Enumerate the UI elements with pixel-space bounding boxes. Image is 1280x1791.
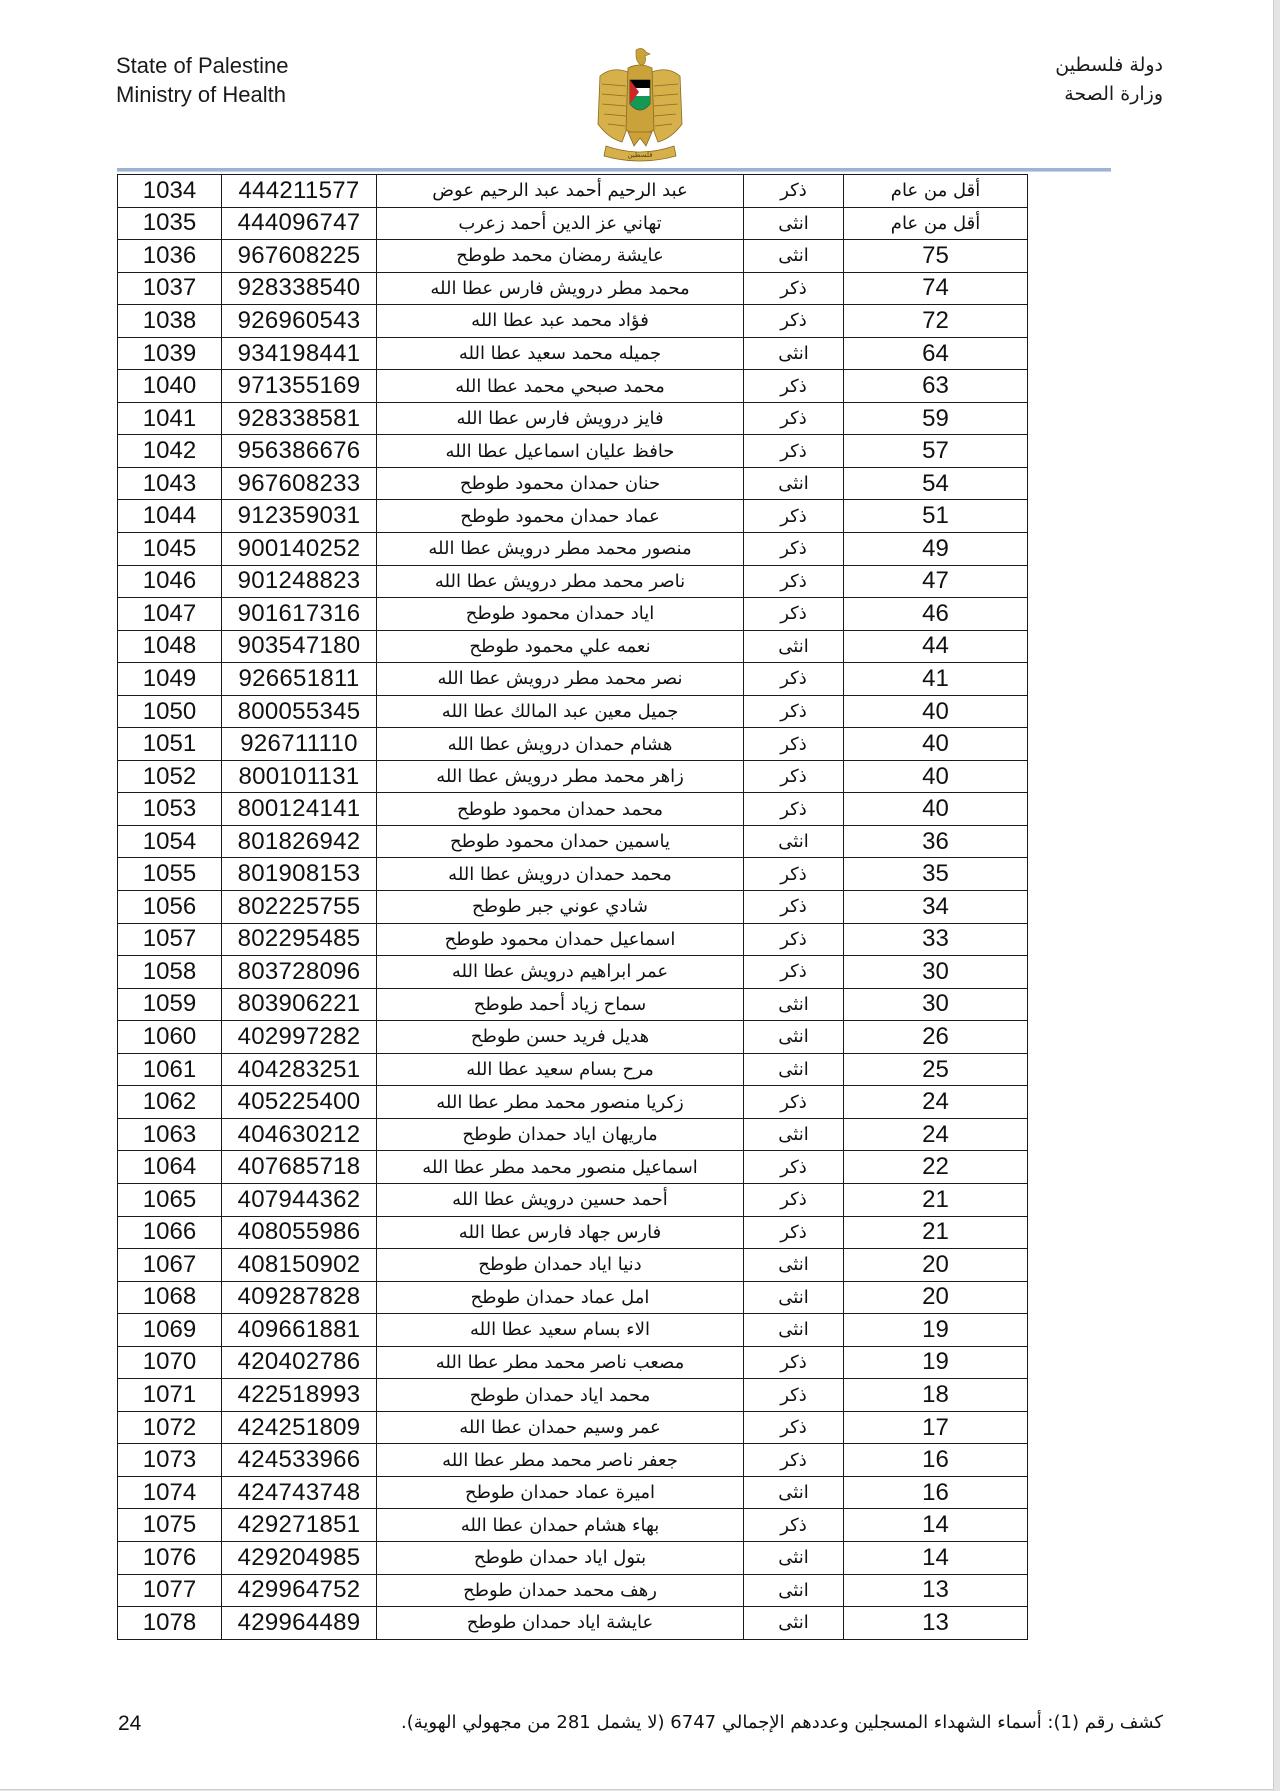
age-cell: 18: [844, 1379, 1028, 1412]
record-number-cell: 1036: [118, 240, 222, 273]
name-cell: فارس جهاد فارس عطا الله: [377, 1216, 744, 1249]
sex-cell: انثى: [744, 1281, 844, 1314]
age-cell: 21: [844, 1183, 1028, 1216]
age-cell: 13: [844, 1607, 1028, 1640]
name-cell: عبد الرحيم أحمد عبد الرحيم عوض: [377, 175, 744, 208]
id-number-cell: 901248823: [222, 565, 377, 598]
sex-cell: ذكر: [744, 1379, 844, 1412]
table-row: [118, 1444, 1028, 1477]
sex-cell: ذكر: [744, 402, 844, 435]
table-row: [118, 1183, 1028, 1216]
table-row: [118, 565, 1028, 598]
age-cell: 16: [844, 1444, 1028, 1477]
name-cell: بهاء هشام حمدان عطا الله: [377, 1509, 744, 1542]
table-row: [118, 956, 1028, 989]
sex-cell: ذكر: [744, 370, 844, 403]
table-row: [118, 402, 1028, 435]
age-cell: أقل من عام: [844, 207, 1028, 240]
sex-cell: ذكر: [744, 1086, 844, 1119]
sex-cell: ذكر: [744, 1411, 844, 1444]
table-row: [118, 858, 1028, 891]
age-cell: 22: [844, 1151, 1028, 1184]
id-number-cell: 803906221: [222, 988, 377, 1021]
age-cell: 21: [844, 1216, 1028, 1249]
record-number-cell: 1075: [118, 1509, 222, 1542]
name-cell: اسماعيل حمدان محمود طوطح: [377, 923, 744, 956]
sex-cell: ذكر: [744, 1444, 844, 1477]
record-number-cell: 1054: [118, 825, 222, 858]
record-number-cell: 1071: [118, 1379, 222, 1412]
name-cell: شادي عوني جبر طوطح: [377, 891, 744, 924]
id-number-cell: 967608225: [222, 240, 377, 273]
name-cell: منصور محمد مطر درويش عطا الله: [377, 533, 744, 566]
id-number-cell: 926711110: [222, 728, 377, 761]
id-number-cell: 901617316: [222, 598, 377, 631]
id-number-cell: 407685718: [222, 1151, 377, 1184]
id-number-cell: 424251809: [222, 1411, 377, 1444]
record-number-cell: 1055: [118, 858, 222, 891]
table-row: [118, 1086, 1028, 1119]
record-number-cell: 1044: [118, 500, 222, 533]
sex-cell: انثى: [744, 988, 844, 1021]
name-cell: نصر محمد مطر درويش عطا الله: [377, 663, 744, 696]
age-cell: 35: [844, 858, 1028, 891]
name-cell: ياسمين حمدان محمود طوطح: [377, 825, 744, 858]
age-cell: 40: [844, 760, 1028, 793]
name-cell: جعفر ناصر محمد مطر عطا الله: [377, 1444, 744, 1477]
table-row: [118, 988, 1028, 1021]
header-state-ar: دولة فلسطين: [1055, 54, 1163, 76]
id-number-cell: 444211577: [222, 175, 377, 208]
age-cell: 17: [844, 1411, 1028, 1444]
record-number-cell: 1046: [118, 565, 222, 598]
name-cell: عمر ابراهيم درويش عطا الله: [377, 956, 744, 989]
casualty-table: [117, 174, 1028, 1640]
record-number-cell: 1039: [118, 337, 222, 370]
name-cell: أحمد حسين درويش عطا الله: [377, 1183, 744, 1216]
table-row: [118, 1574, 1028, 1607]
sex-cell: ذكر: [744, 760, 844, 793]
table-row: [118, 1216, 1028, 1249]
record-number-cell: 1074: [118, 1476, 222, 1509]
age-cell: 41: [844, 663, 1028, 696]
age-cell: 26: [844, 1021, 1028, 1054]
table-row: [118, 1314, 1028, 1347]
table-row: [118, 1509, 1028, 1542]
table-caption: كشف رقم (1): أسماء الشهداء المسجلين وعددهم الإجمالي 6747 (لا يشمل 281 من مجهولي الهوية).: [401, 1712, 1163, 1733]
record-number-cell: 1049: [118, 663, 222, 696]
sex-cell: ذكر: [744, 435, 844, 468]
id-number-cell: 402997282: [222, 1021, 377, 1054]
sex-cell: ذكر: [744, 1216, 844, 1249]
record-number-cell: 1076: [118, 1541, 222, 1574]
id-number-cell: 971355169: [222, 370, 377, 403]
table-row: [118, 760, 1028, 793]
age-cell: 34: [844, 891, 1028, 924]
table-row: [118, 1346, 1028, 1379]
table-row: [118, 240, 1028, 273]
name-cell: حنان حمدان محمود طوطح: [377, 467, 744, 500]
age-cell: 75: [844, 240, 1028, 273]
table-row: [118, 1249, 1028, 1282]
table-row: [118, 1411, 1028, 1444]
record-number-cell: 1043: [118, 467, 222, 500]
name-cell: سماح زياد أحمد طوطح: [377, 988, 744, 1021]
id-number-cell: 928338581: [222, 402, 377, 435]
table-row: [118, 1476, 1028, 1509]
name-cell: هشام حمدان درويش عطا الله: [377, 728, 744, 761]
id-number-cell: 408055986: [222, 1216, 377, 1249]
header-ministry-ar: وزارة الصحة: [1064, 83, 1163, 105]
name-cell: عايشة اياد حمدان طوطح: [377, 1607, 744, 1640]
table-row: [118, 1379, 1028, 1412]
table-row: [118, 435, 1028, 468]
id-number-cell: 803728096: [222, 956, 377, 989]
age-cell: 54: [844, 467, 1028, 500]
name-cell: رهف محمد حمدان طوطح: [377, 1574, 744, 1607]
sex-cell: ذكر: [744, 663, 844, 696]
sex-cell: ذكر: [744, 858, 844, 891]
record-number-cell: 1048: [118, 630, 222, 663]
table-row: [118, 1281, 1028, 1314]
table-row: [118, 207, 1028, 240]
name-cell: محمد اياد حمدان طوطح: [377, 1379, 744, 1412]
sex-cell: انثى: [744, 1541, 844, 1574]
table-row: [118, 1118, 1028, 1151]
table-row: [118, 467, 1028, 500]
age-cell: 36: [844, 825, 1028, 858]
age-cell: 74: [844, 272, 1028, 305]
age-cell: 40: [844, 695, 1028, 728]
age-cell: 33: [844, 923, 1028, 956]
sex-cell: انثى: [744, 1118, 844, 1151]
age-cell: 14: [844, 1509, 1028, 1542]
id-number-cell: 802225755: [222, 891, 377, 924]
table-row: [118, 370, 1028, 403]
record-number-cell: 1059: [118, 988, 222, 1021]
record-number-cell: 1053: [118, 793, 222, 826]
palestine-eagle-emblem-icon: [592, 46, 688, 164]
record-number-cell: 1072: [118, 1411, 222, 1444]
age-cell: 47: [844, 565, 1028, 598]
record-number-cell: 1040: [118, 370, 222, 403]
header-divider: [117, 168, 1111, 171]
age-cell: 59: [844, 402, 1028, 435]
record-number-cell: 1062: [118, 1086, 222, 1119]
id-number-cell: 405225400: [222, 1086, 377, 1119]
name-cell: محمد حمدان محمود طوطح: [377, 793, 744, 826]
id-number-cell: 900140252: [222, 533, 377, 566]
table-row: [118, 663, 1028, 696]
sex-cell: ذكر: [744, 1346, 844, 1379]
age-cell: 64: [844, 337, 1028, 370]
name-cell: اميرة عماد حمدان طوطح: [377, 1476, 744, 1509]
id-number-cell: 802295485: [222, 923, 377, 956]
record-number-cell: 1064: [118, 1151, 222, 1184]
name-cell: مصعب ناصر محمد مطر عطا الله: [377, 1346, 744, 1379]
sex-cell: ذكر: [744, 695, 844, 728]
id-number-cell: 800101131: [222, 760, 377, 793]
id-number-cell: 429204985: [222, 1541, 377, 1574]
name-cell: عمر وسيم حمدان عطا الله: [377, 1411, 744, 1444]
age-cell: 20: [844, 1249, 1028, 1282]
name-cell: جميل معين عبد المالك عطا الله: [377, 695, 744, 728]
name-cell: هديل فريد حسن طوطح: [377, 1021, 744, 1054]
record-number-cell: 1051: [118, 728, 222, 761]
name-cell: فؤاد محمد عبد عطا الله: [377, 305, 744, 338]
name-cell: اسماعيل منصور محمد مطر عطا الله: [377, 1151, 744, 1184]
table-row: [118, 1021, 1028, 1054]
record-number-cell: 1056: [118, 891, 222, 924]
id-number-cell: 926651811: [222, 663, 377, 696]
id-number-cell: 407944362: [222, 1183, 377, 1216]
name-cell: عايشة رمضان محمد طوطح: [377, 240, 744, 273]
id-number-cell: 409287828: [222, 1281, 377, 1314]
record-number-cell: 1057: [118, 923, 222, 956]
id-number-cell: 926960543: [222, 305, 377, 338]
sex-cell: انثى: [744, 1607, 844, 1640]
record-number-cell: 1063: [118, 1118, 222, 1151]
record-number-cell: 1034: [118, 175, 222, 208]
table-row: [118, 825, 1028, 858]
age-cell: أقل من عام: [844, 175, 1028, 208]
record-number-cell: 1068: [118, 1281, 222, 1314]
table-row: [118, 695, 1028, 728]
sex-cell: انثى: [744, 1249, 844, 1282]
id-number-cell: 424743748: [222, 1476, 377, 1509]
name-cell: محمد صبحي محمد عطا الله: [377, 370, 744, 403]
name-cell: عماد حمدان محمود طوطح: [377, 500, 744, 533]
sex-cell: انثى: [744, 467, 844, 500]
sex-cell: انثى: [744, 630, 844, 663]
header-english: [116, 51, 288, 109]
sex-cell: انثى: [744, 240, 844, 273]
record-number-cell: 1041: [118, 402, 222, 435]
age-cell: 44: [844, 630, 1028, 663]
sex-cell: انثى: [744, 337, 844, 370]
table-row: [118, 630, 1028, 663]
table-row: [118, 337, 1028, 370]
sex-cell: ذكر: [744, 598, 844, 631]
record-number-cell: 1047: [118, 598, 222, 631]
table-row: [118, 728, 1028, 761]
sex-cell: انثى: [744, 1053, 844, 1086]
record-number-cell: 1060: [118, 1021, 222, 1054]
table-row: [118, 500, 1028, 533]
sex-cell: انثى: [744, 207, 844, 240]
id-number-cell: 404630212: [222, 1118, 377, 1151]
id-number-cell: 424533966: [222, 1444, 377, 1477]
id-number-cell: 408150902: [222, 1249, 377, 1282]
name-cell: تهاني عز الدين أحمد زعرب: [377, 207, 744, 240]
name-cell: حافظ عليان اسماعيل عطا الله: [377, 435, 744, 468]
record-number-cell: 1037: [118, 272, 222, 305]
id-number-cell: 934198441: [222, 337, 377, 370]
header-arabic: [1055, 51, 1163, 109]
sex-cell: ذكر: [744, 1151, 844, 1184]
age-cell: 24: [844, 1118, 1028, 1151]
record-number-cell: 1070: [118, 1346, 222, 1379]
table-row: [118, 1151, 1028, 1184]
name-cell: محمد حمدان درويش عطا الله: [377, 858, 744, 891]
age-cell: 51: [844, 500, 1028, 533]
sex-cell: ذكر: [744, 565, 844, 598]
age-cell: 30: [844, 988, 1028, 1021]
age-cell: 19: [844, 1314, 1028, 1347]
record-number-cell: 1066: [118, 1216, 222, 1249]
id-number-cell: 420402786: [222, 1346, 377, 1379]
sex-cell: ذكر: [744, 272, 844, 305]
table-row: [118, 1541, 1028, 1574]
age-cell: 57: [844, 435, 1028, 468]
sex-cell: ذكر: [744, 728, 844, 761]
page-number: 24: [118, 1712, 142, 1735]
age-cell: 16: [844, 1476, 1028, 1509]
name-cell: امل عماد حمدان طوطح: [377, 1281, 744, 1314]
sex-cell: انثى: [744, 1574, 844, 1607]
age-cell: 46: [844, 598, 1028, 631]
sex-cell: ذكر: [744, 956, 844, 989]
name-cell: محمد مطر درويش فارس عطا الله: [377, 272, 744, 305]
name-cell: ناصر محمد مطر درويش عطا الله: [377, 565, 744, 598]
casualty-table-body: [118, 175, 1028, 1640]
age-cell: 72: [844, 305, 1028, 338]
table-row: [118, 891, 1028, 924]
table-row: [118, 305, 1028, 338]
name-cell: ماريهان اياد حمدان طوطح: [377, 1118, 744, 1151]
table-row: [118, 793, 1028, 826]
age-cell: 19: [844, 1346, 1028, 1379]
sex-cell: ذكر: [744, 175, 844, 208]
record-number-cell: 1052: [118, 760, 222, 793]
name-cell: فايز درويش فارس عطا الله: [377, 402, 744, 435]
record-number-cell: 1077: [118, 1574, 222, 1607]
sex-cell: ذكر: [744, 793, 844, 826]
id-number-cell: 912359031: [222, 500, 377, 533]
record-number-cell: 1069: [118, 1314, 222, 1347]
emblem-banner-text: فلسطين: [627, 151, 653, 159]
age-cell: 40: [844, 793, 1028, 826]
record-number-cell: 1078: [118, 1607, 222, 1640]
table-row: [118, 1607, 1028, 1640]
sex-cell: ذكر: [744, 1183, 844, 1216]
name-cell: دنيا اياد حمدان طوطح: [377, 1249, 744, 1282]
id-number-cell: 409661881: [222, 1314, 377, 1347]
name-cell: جميله محمد سعيد عطا الله: [377, 337, 744, 370]
record-number-cell: 1038: [118, 305, 222, 338]
name-cell: اياد حمدان محمود طوطح: [377, 598, 744, 631]
sex-cell: ذكر: [744, 891, 844, 924]
id-number-cell: 429271851: [222, 1509, 377, 1542]
age-cell: 49: [844, 533, 1028, 566]
id-number-cell: 429964752: [222, 1574, 377, 1607]
table-row: [118, 533, 1028, 566]
record-number-cell: 1065: [118, 1183, 222, 1216]
age-cell: 40: [844, 728, 1028, 761]
record-number-cell: 1035: [118, 207, 222, 240]
age-cell: 30: [844, 956, 1028, 989]
record-number-cell: 1073: [118, 1444, 222, 1477]
record-number-cell: 1045: [118, 533, 222, 566]
record-number-cell: 1058: [118, 956, 222, 989]
id-number-cell: 903547180: [222, 630, 377, 663]
name-cell: الاء بسام سعيد عطا الله: [377, 1314, 744, 1347]
id-number-cell: 800124141: [222, 793, 377, 826]
sex-cell: ذكر: [744, 1509, 844, 1542]
id-number-cell: 801826942: [222, 825, 377, 858]
table-row: [118, 272, 1028, 305]
age-cell: 13: [844, 1574, 1028, 1607]
id-number-cell: 967608233: [222, 467, 377, 500]
table-row: [118, 598, 1028, 631]
id-number-cell: 956386676: [222, 435, 377, 468]
sex-cell: انثى: [744, 1476, 844, 1509]
age-cell: 63: [844, 370, 1028, 403]
age-cell: 25: [844, 1053, 1028, 1086]
sex-cell: انثى: [744, 1021, 844, 1054]
sex-cell: ذكر: [744, 305, 844, 338]
table-row: [118, 923, 1028, 956]
header-ministry-en: Ministry of Health: [116, 82, 286, 107]
sex-cell: ذكر: [744, 533, 844, 566]
record-number-cell: 1042: [118, 435, 222, 468]
id-number-cell: 801908153: [222, 858, 377, 891]
table-row: [118, 175, 1028, 208]
name-cell: نعمه علي محمود طوطح: [377, 630, 744, 663]
age-cell: 14: [844, 1541, 1028, 1574]
table-row: [118, 1053, 1028, 1086]
id-number-cell: 422518993: [222, 1379, 377, 1412]
age-cell: 20: [844, 1281, 1028, 1314]
name-cell: زاهر محمد مطر درويش عطا الله: [377, 760, 744, 793]
record-number-cell: 1067: [118, 1249, 222, 1282]
name-cell: زكريا منصور محمد مطر عطا الله: [377, 1086, 744, 1119]
record-number-cell: 1050: [118, 695, 222, 728]
id-number-cell: 800055345: [222, 695, 377, 728]
header-state-en: State of Palestine: [116, 53, 289, 78]
age-cell: 24: [844, 1086, 1028, 1119]
sex-cell: ذكر: [744, 923, 844, 956]
id-number-cell: 444096747: [222, 207, 377, 240]
id-number-cell: 429964489: [222, 1607, 377, 1640]
sex-cell: انثى: [744, 825, 844, 858]
id-number-cell: 928338540: [222, 272, 377, 305]
sex-cell: ذكر: [744, 500, 844, 533]
sex-cell: انثى: [744, 1314, 844, 1347]
id-number-cell: 404283251: [222, 1053, 377, 1086]
record-number-cell: 1061: [118, 1053, 222, 1086]
name-cell: بتول اياد حمدان طوطح: [377, 1541, 744, 1574]
name-cell: مرح بسام سعيد عطا الله: [377, 1053, 744, 1086]
